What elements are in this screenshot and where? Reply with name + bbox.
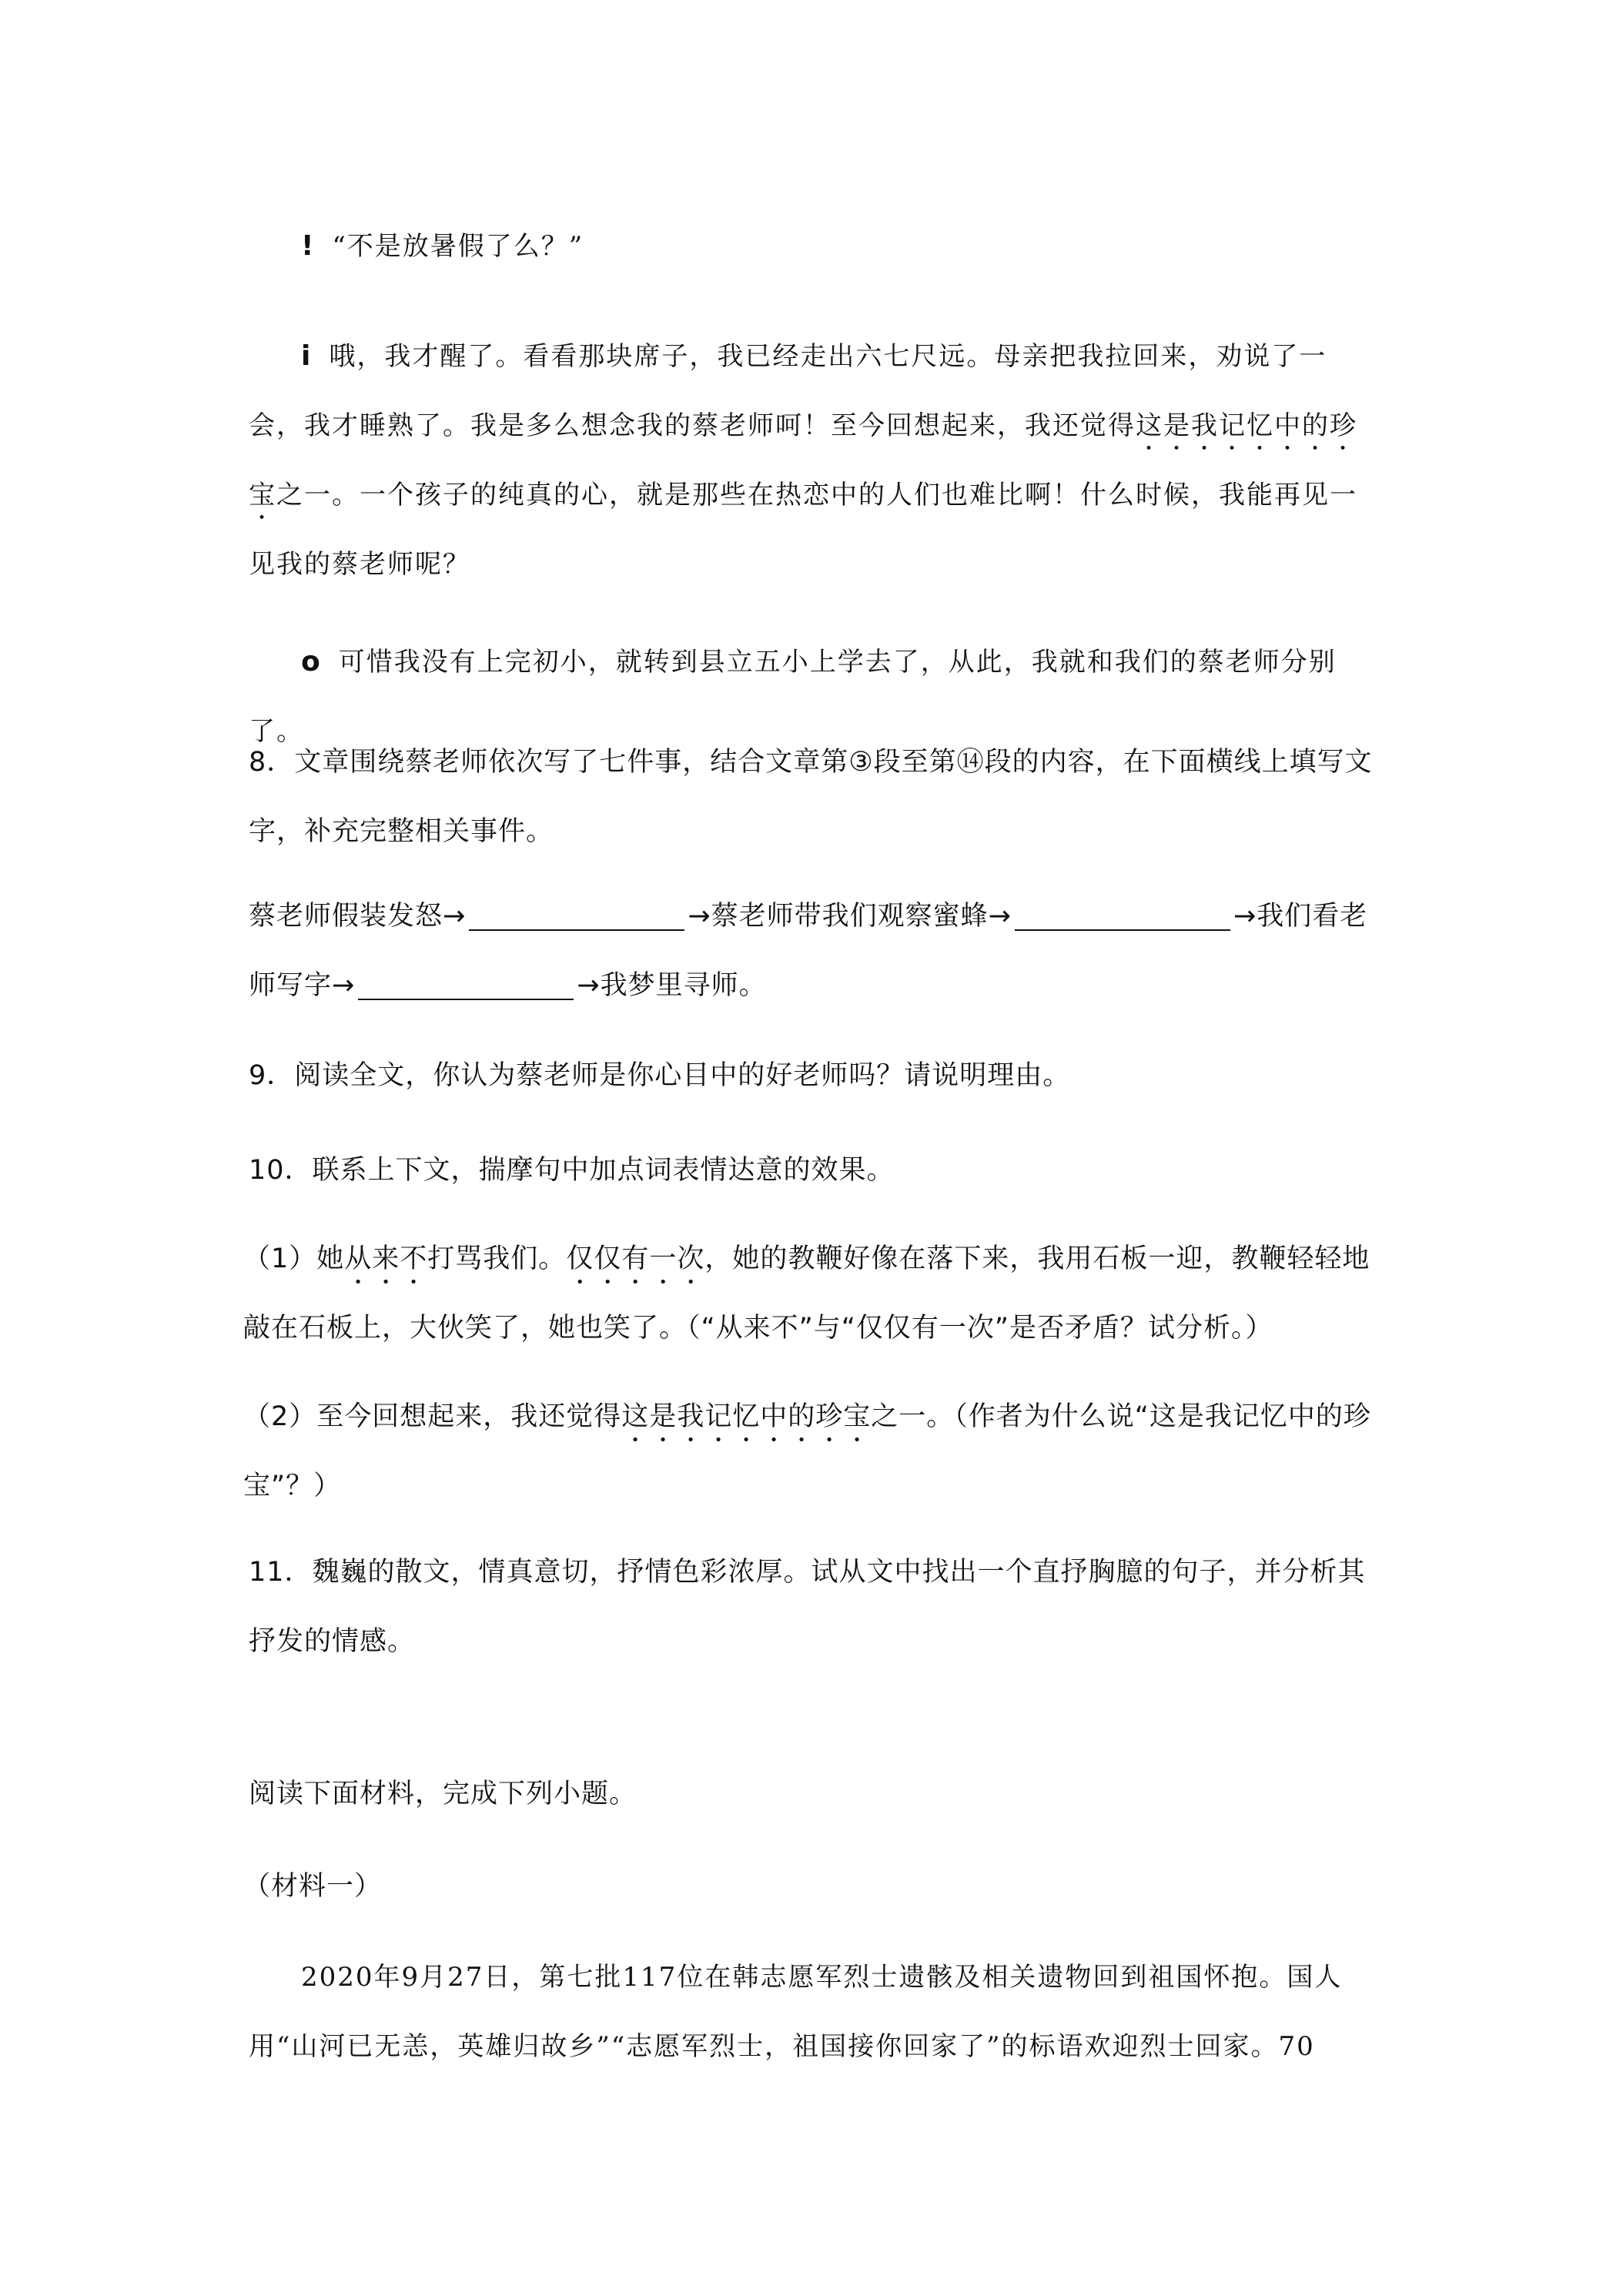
question-8-event-chain	[249, 882, 1380, 1020]
chain-text: 蔡老师假装发怒→	[249, 901, 467, 932]
paragraph-text: “不是放暑假了么？”	[332, 231, 584, 262]
question-11: 11．魏巍的散文，情真意切，抒情色彩浓厚。试从文中找出一个直抒胸臆的句子，并分析其抒发的情感。	[249, 1557, 1366, 1657]
material-label: （材料一）	[243, 1871, 383, 1902]
question-10: 10．联系上下文，揣摩句中加点词表情达意的效果。	[249, 1155, 895, 1186]
emphasized-phrase: 从来不	[344, 1243, 428, 1274]
paragraph-marker: !	[301, 230, 316, 262]
sub-text: ，她的教鞭好像在落下来，我用石板一迎，教鞭轻轻地敲在石板上，大伙笑了，她也笑了。（“从来不”与“仅仅有一次”是否矛盾？试分析。）	[243, 1243, 1370, 1344]
section-intro: 阅读下面材料，完成下列小题。	[249, 1779, 637, 1809]
paragraph-marker: o	[301, 646, 322, 678]
story-paragraph-2	[249, 322, 1380, 599]
emphasized-phrase: 这是我记忆中的珍宝	[249, 410, 1357, 510]
paragraph-marker: i	[301, 340, 313, 372]
answer-blank-3[interactable]	[358, 968, 574, 1000]
paragraph-text: 哦，我才醒了。看看那块席子，我已经走出六七尺远。母亲把我拉回来，劝说了一会，我才睡熟了。我是多么想念我的蔡老师呵！至今回想起来，我还觉得	[249, 341, 1327, 441]
sub-text: 打骂我们。	[427, 1243, 567, 1274]
answer-blank-1[interactable]	[469, 899, 684, 931]
question-10-sub-1	[243, 1224, 1375, 1363]
paragraph-text: 之一。一个孩子的纯真的心，就是那些在热恋中的人们也难比啊！什么时候，我能再见一见我的蔡老师呢？	[249, 480, 1357, 580]
story-paragraph-1	[249, 212, 1380, 281]
emphasized-phrase: 仅仅有一次	[566, 1243, 705, 1274]
sub-text: 之一。（作者为什么说“这是我记忆中的珍宝”？）	[243, 1401, 1371, 1501]
chain-text: →蔡老师带我们观察蜜蜂→	[688, 901, 1012, 932]
chain-text: →我梦里寻师。	[577, 970, 767, 1001]
question-8: 8．文章围绕蔡老师依次写了七件事，结合文章第③段至第⑭段的内容，在下面横线上填写文字，补充完整相关事件。	[249, 747, 1373, 847]
emphasized-phrase: 这是我记忆中的珍宝	[621, 1401, 872, 1432]
question-9: 9．阅读全文，你认为蔡老师是你心目中的好老师吗？请说明理由。	[249, 1060, 1071, 1091]
sub-text: （1）她	[243, 1243, 345, 1274]
question-10-sub-2	[243, 1382, 1375, 1521]
answer-blank-2[interactable]	[1015, 899, 1230, 931]
material-paragraph: 2020年9月27日，第七批117位在韩志愿军烈士遗骸及相关遗物回到祖国怀抱。国人用“山河已无恙，英雄归故乡”“志愿军烈士，祖国接你回家了”的标语欢迎烈士回家。70	[249, 1962, 1343, 2062]
chain-text: →我们看老师写字→	[249, 901, 1368, 1001]
paragraph-text: 可惜我没有上完初小，就转到县立五小上学去了，从此，我就和我们的蔡老师分别了。	[249, 647, 1337, 747]
sub-text: （2）至今回想起来，我还觉得	[243, 1401, 622, 1432]
